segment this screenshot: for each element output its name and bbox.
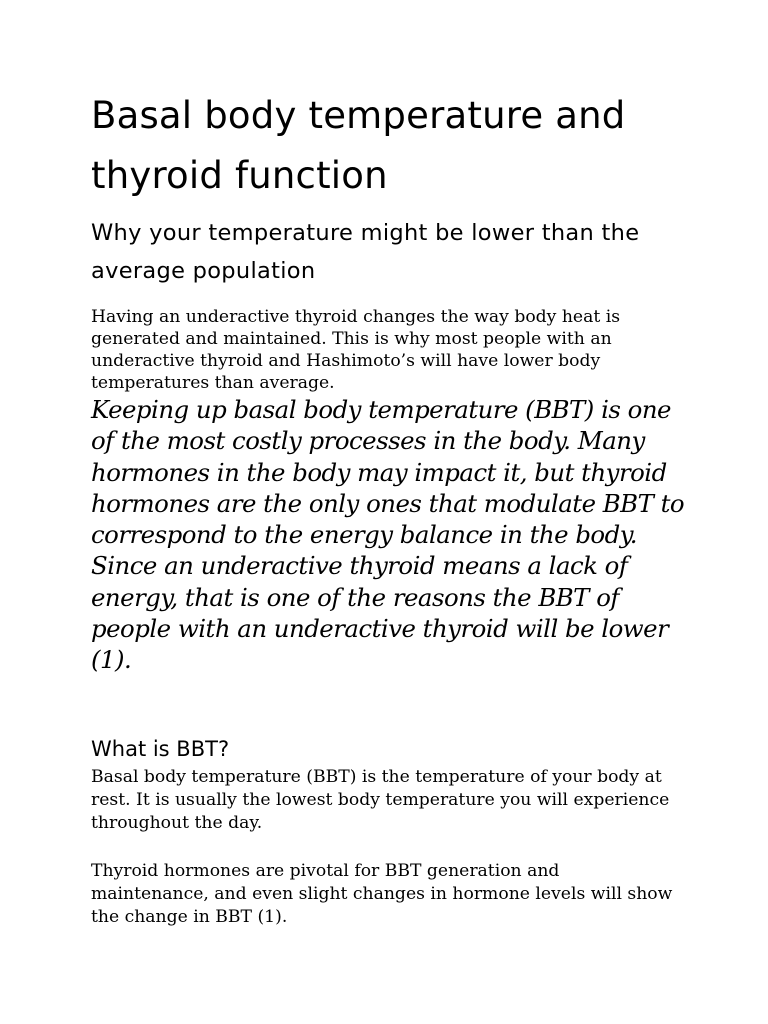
body-paragraph-2: Thyroid hormones are pivotal for BBT generation and maintenance, and even slight changes in hormone levels will show the change in BBT (1). (91, 861, 673, 927)
document-title: Basal body temperature and thyroid function (91, 94, 626, 197)
document-subtitle: Why your temperature might be lower than the average population (91, 220, 640, 284)
intro-paragraph: Having an underactive thyroid changes the way body heat is generated and maintained. This is why most people with an underactive thyroid and Hashimoto’s will have lower body temperatures than average. (91, 307, 621, 393)
pull-quote: Keeping up basal body temperature (BBT) is one of the most costly processes in the body. Many hormones in the body may impact it, but thyroid hormones are the only ones that modulate BBT to correspond to the energy balance in the body. Since an underactive thyroid means a lack of energy, that is one of the reasons the BBT of people with an underactive thyroid will be lower (1). (91, 395, 685, 675)
section-heading: What is BBT? (91, 737, 230, 761)
body-paragraph-1: Basal body temperature (BBT) is the temperature of your body at rest. It is usually the lowest body temperature you will experience throughout the day. (91, 767, 670, 833)
